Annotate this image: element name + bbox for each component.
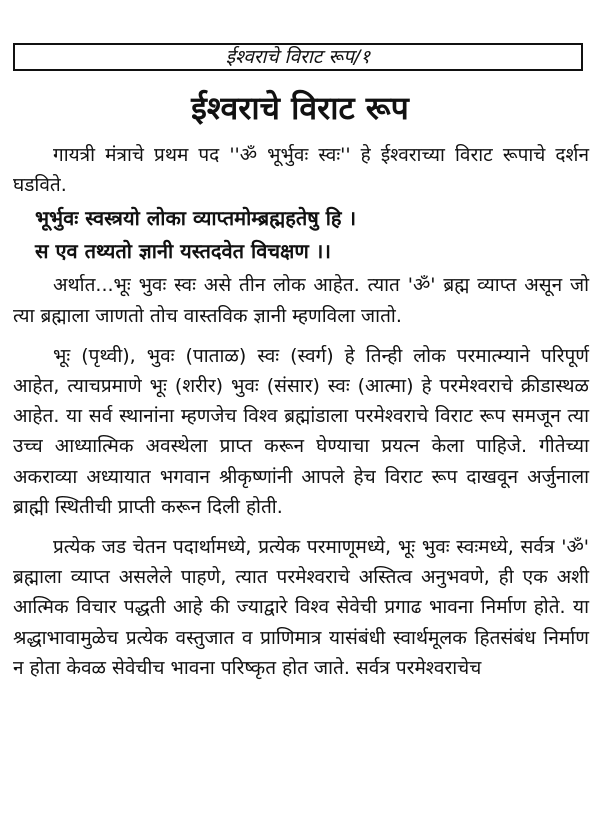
paragraph-three-worlds: भूः (पृथ्वी), भुवः (पाताळ) स्वः (स्वर्ग) हे तिन्ही लोक परमात्म्याने परिपूर्ण आहेत, त्याचप्रमाणे भूः (शरीर) भुवः (संसार) स्वः (आत्मा) हे परमेश्वराचे क्रीडास्थळ आहेत. या सर्व स्थानांना म्हणजेच विश्व ब्रह्मांडाला परमेश्वराचे विराट रूप समजून त्या उच्च आध्यात्मिक अवस्थेला प्राप्त करून घेण्याचा प्रयत्न केला पाहिजे. गीतेच्या अकराव्या अध्यायात भगवान श्रीकृष्णांनी आपले हेच विराट रूप दाखवून अर्जुनाला ब्राह्मी स्थितीची प्राप्ती करून दिली होती. (13, 344, 589, 518)
paragraph-omnipresence: प्रत्येक जड चेतन पदार्थामध्ये, प्रत्येक परमाणूमध्ये, भूः भुवः स्वःमध्ये, सर्वत्र 'ॐ' ब्रह्माला व्याप्त असलेले पाहणे, त्यात परमेश्वराचे अस्तित्व अनुभवणे, ही एक अशी आत्मिक विचार पद्धती आहे की ज्याद्वारे विश्व सेवेची प्रगाढ भावना निर्माण होते. या श्रद्धाभावामुळेच प्रत्येक वस्तुजात व प्राणिमात्र यासंबंधी स्वार्थमूलक हितसंबंध निर्माण न होता केवळ सेवेचीच भावना परिष्कृत होत जाते. सर्वत्र परमेश्वराचेच (13, 536, 589, 679)
paragraph-meaning: अर्थात...भूः भुवः स्वः असे तीन लोक आहेत. त्यात 'ॐ' ब्रह्म व्याप्त असून जो त्या ब्रह्माला जाणतो तोच वास्तविक ज्ञानी म्हणविला जातो. (13, 274, 589, 327)
page-title: ईश्वराचे विराट रूप (191, 89, 409, 127)
running-header-text: ईश्वराचे विराट रूप/१ (225, 46, 371, 68)
shloka-block (13, 202, 589, 268)
shloka-line-1: भूर्भुवः स्वस्त्रयो लोका व्याप्तमोम्ब्रह्महतेषु हि । (35, 206, 357, 231)
article-body (13, 140, 589, 683)
paragraph-intro: गायत्री मंत्राचे प्रथम पद ''ॐ भूर्भुवः स्वः'' हे ईश्वराच्या विराट रूपाचे दर्शन घडविते. (13, 144, 589, 197)
shloka-line-2: स एव तथ्यतो ज्ञानी यस्तदवेत विचक्षण ।। (35, 239, 331, 264)
running-header (13, 43, 583, 71)
